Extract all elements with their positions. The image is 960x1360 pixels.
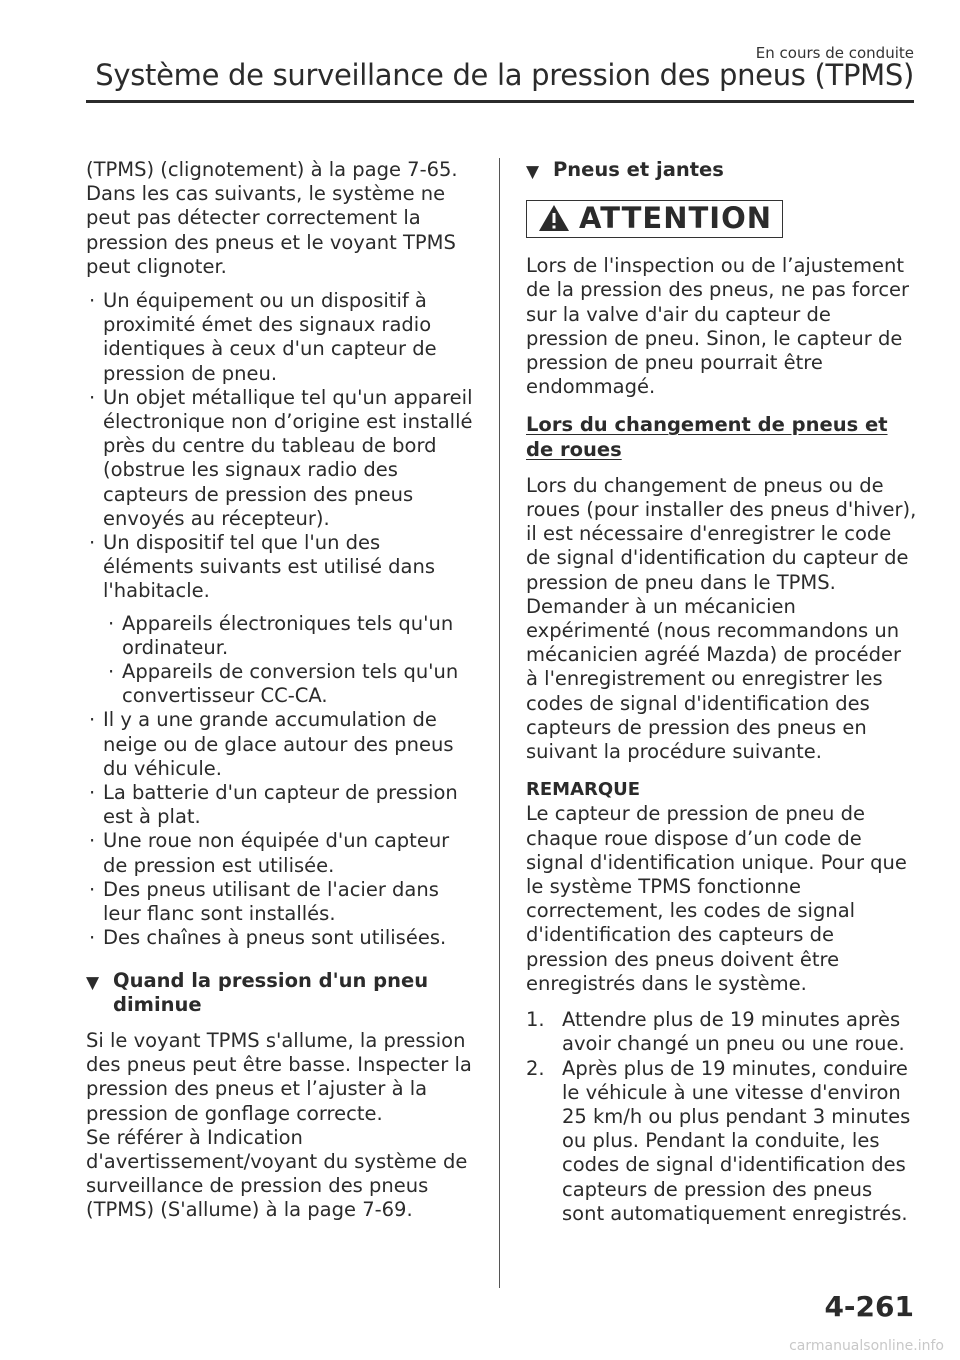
steps-list xyxy=(526,1008,918,1226)
list-item-text: Un dispositif tel que l'un des éléments suivants est utilisé dans l'habitacle. xyxy=(103,531,436,603)
step-text: Attendre plus de 19 minutes après avoir changé un pneu ou une roue. xyxy=(562,1008,905,1056)
sub-list-item: · Appareils de conversion tels qu'un convertisseur CC-CA. xyxy=(86,660,476,708)
left-column xyxy=(86,158,476,1223)
step-number: 2. xyxy=(526,1056,545,1080)
attention-text: Lors de l'inspection ou de l’ajustement de la pression des pneus, ne pas forcer sur la valve d'air du capteur de pression de pneu. Sinon, le capteur de pression de pneu pourrait être endommagé. xyxy=(526,254,910,399)
step-item xyxy=(526,1008,918,1056)
list-item: · Un objet métallique tel qu'un appareil électronique non d’origine est installé près du centre du tableau de bord (obstrue les signaux radio des capteurs de pression des pneus envoyés au récepteur). xyxy=(86,386,476,531)
watermark: carmanualsonline.info xyxy=(789,1338,944,1354)
triangle-down-icon: ▼ xyxy=(86,972,100,993)
attention-label: ATTENTION xyxy=(579,201,772,236)
section-label: En cours de conduite xyxy=(755,44,914,62)
warning-triangle-icon xyxy=(537,203,571,233)
subheading-tires-rims xyxy=(526,158,918,182)
section-heading: Lors du changement de pneus et de roues xyxy=(526,413,888,461)
cases-intro: Dans les cas suivants, le système ne peut pas détecter correctement la pression des pneus et le voyant TPMS peut clignoter. xyxy=(86,182,456,278)
intro-text: (TPMS) (clignotement) à la page 7-65. xyxy=(86,158,458,181)
list-item: · Des pneus utilisant de l'acier dans leur flanc sont installés. xyxy=(86,878,476,926)
sub-list-item: · Appareils électroniques tels qu'un ordinateur. xyxy=(86,612,476,660)
note-text: Le capteur de pression de pneu de chaque roue dispose d’un code de signal d'identification unique. Pour que le système TPMS fonctionne correctement, les codes de signal d'identification des capteurs de pression des pneus doivent être enregistrés dans le système. xyxy=(526,802,907,995)
page-number: 4-261 xyxy=(824,1290,914,1323)
subheading-pressure-drop xyxy=(86,969,476,1017)
step-text: Après plus de 19 minutes, conduire le véhicule à une vitesse d'environ 25 km/h ou plus pendant 3 minutes ou plus. Pendant la conduite, les codes de signal d'identification des capteurs de pression des pneus sont automatiquement enregistrés. xyxy=(562,1056,911,1225)
list-item: · La batterie d'un capteur de pression est à plat. xyxy=(86,781,476,829)
right-column xyxy=(526,158,918,1226)
sub-list xyxy=(86,612,476,709)
list-item xyxy=(86,531,476,708)
paragraph: Demander à un mécanicien expérimenté (nous recommandons un mécanicien agréé Mazda) de procéder à l'enregistrement ou enregistrer les codes de signal d'identification des capteurs de pression des pneus en suivant la procédure suivante. xyxy=(526,594,901,764)
list-item: · Une roue non équipée d'un capteur de pression est utilisée. xyxy=(86,829,476,877)
paragraph: Se référer à Indication d'avertissement/voyant du système de surveillance de pression des pneus (TPMS) (S'allume) à la page 7-69. xyxy=(86,1125,468,1222)
header-rule xyxy=(86,100,914,103)
paragraph: Si le voyant TPMS s'allume, la pression des pneus peut être basse. Inspecter la pression des pneus et l’ajuster à la pression de gonflage correcte. xyxy=(86,1028,472,1125)
subheading-text: Pneus et jantes xyxy=(553,158,724,181)
chapter-title: Système de surveillance de la pression des pneus (TPMS) xyxy=(95,58,914,92)
attention-box xyxy=(526,200,783,238)
list-item: · Un équipement ou un dispositif à proximité émet des signaux radio identiques à ceux d'un capteur de pression de pneu. xyxy=(86,289,476,386)
note-label: REMARQUE xyxy=(526,779,641,801)
step-item xyxy=(526,1057,918,1226)
conditions-list xyxy=(86,289,476,950)
triangle-down-icon: ▼ xyxy=(526,162,540,182)
column-divider xyxy=(499,158,500,1288)
list-item: · Des chaînes à pneus sont utilisées. xyxy=(86,926,476,950)
list-item: · Il y a une grande accumulation de neige ou de glace autour des pneus du véhicule. xyxy=(86,708,476,781)
paragraph: Lors du changement de pneus ou de roues (pour installer des pneus d'hiver), il est nécessaire d'enregistrer le code de signal d'identification du capteur de pression de pneu dans le TPMS. xyxy=(526,473,917,594)
step-number: 1. xyxy=(526,1008,545,1032)
subheading-text: Quand la pression d'un pneu diminue xyxy=(113,968,429,1016)
